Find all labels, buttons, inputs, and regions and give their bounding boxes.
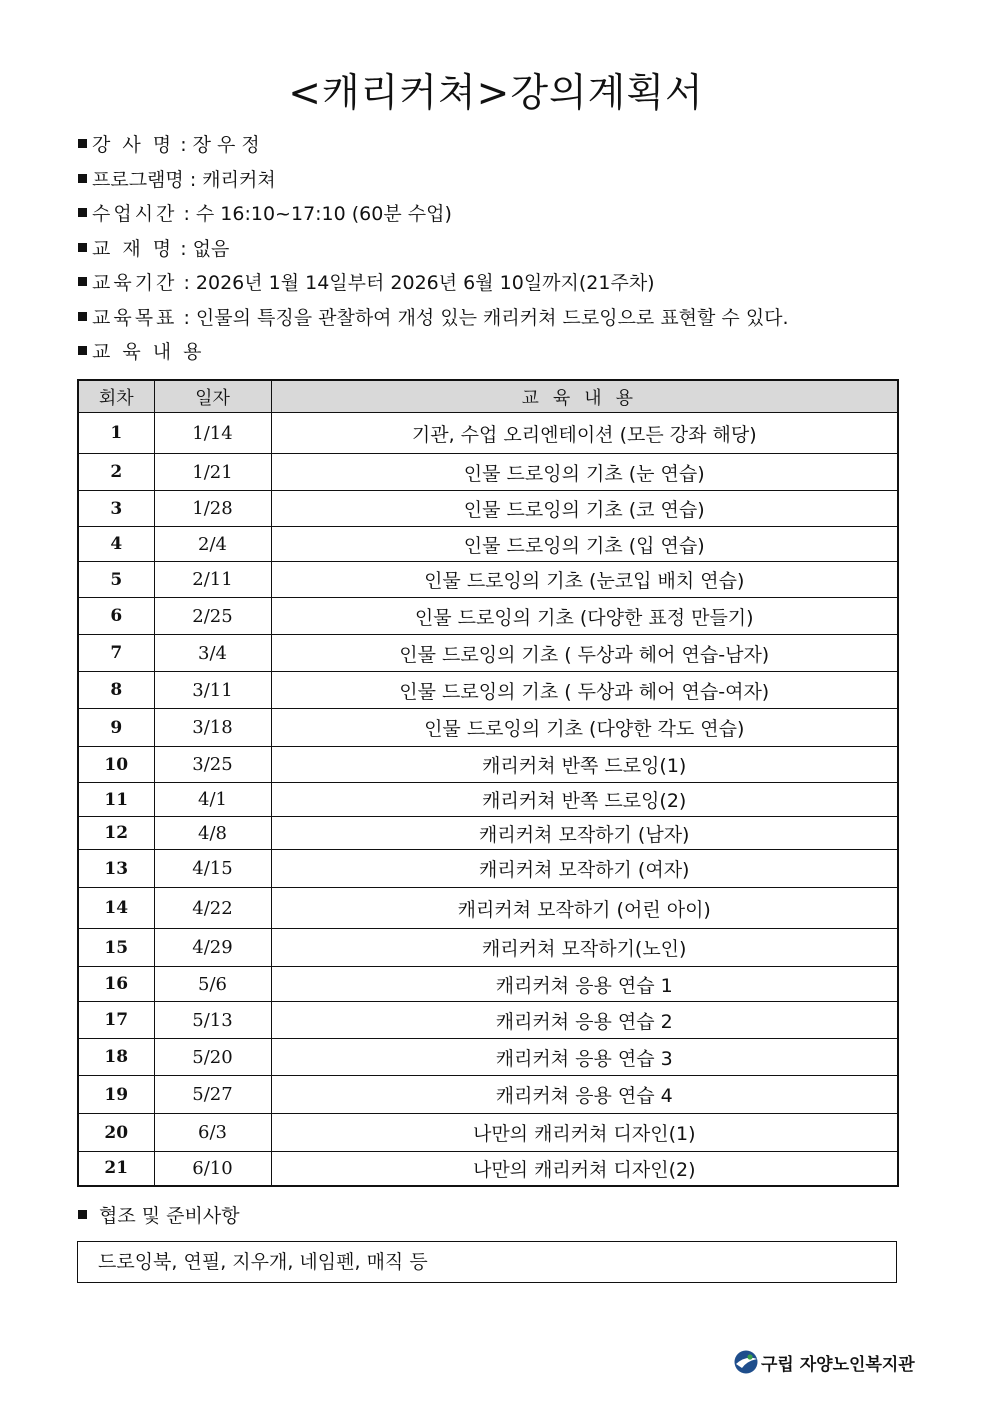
session-cell: 11 bbox=[78, 783, 154, 817]
info-label: 강 사 명 bbox=[92, 134, 175, 156]
info-sep: : bbox=[177, 306, 196, 329]
info-textbook bbox=[78, 232, 789, 267]
date-cell: 6/10 bbox=[154, 1152, 271, 1186]
table-row bbox=[78, 413, 898, 454]
table-row bbox=[78, 709, 898, 747]
table-row bbox=[78, 850, 898, 888]
date-cell: 6/3 bbox=[154, 1114, 271, 1152]
date-cell: 1/28 bbox=[154, 491, 271, 527]
content-cell: 캐리커쳐 반쪽 드로잉(1) bbox=[271, 747, 898, 783]
table-header-row bbox=[78, 380, 898, 413]
info-label: 교육목표 bbox=[92, 306, 178, 329]
info-sep: : bbox=[174, 237, 193, 260]
content-cell: 인물 드로잉의 기초 ( 두상과 헤어 연습-남자) bbox=[271, 635, 898, 672]
content-cell: 인물 드로잉의 기초 (코 연습) bbox=[271, 491, 898, 527]
date-cell: 4/1 bbox=[154, 783, 271, 817]
content-cell: 인물 드로잉의 기초 (눈 연습) bbox=[271, 454, 898, 491]
date-cell: 3/4 bbox=[154, 635, 271, 672]
date-cell: 5/6 bbox=[154, 967, 271, 1002]
table-row bbox=[78, 598, 898, 635]
info-label: 수업시간 bbox=[92, 203, 178, 225]
page-title: <캐리커쳐>강의계획서 bbox=[288, 71, 704, 116]
content-cell: 캐리커쳐 응용 연습 1 bbox=[271, 967, 898, 1002]
date-cell: 4/29 bbox=[154, 929, 271, 967]
date-cell: 3/25 bbox=[154, 747, 271, 783]
cooperation-label: 협조 및 준비사항 bbox=[99, 1205, 240, 1227]
schedule-table bbox=[77, 379, 899, 1187]
session-cell: 8 bbox=[78, 672, 154, 709]
info-value: 인물의 특징을 관찰하여 개성 있는 캐리커쳐 드로잉으로 표현할 수 있다. bbox=[195, 306, 789, 329]
session-cell: 2 bbox=[78, 454, 154, 491]
info-label: 프로그램명 bbox=[92, 168, 184, 191]
info-program bbox=[78, 163, 789, 198]
content-cell: 인물 드로잉의 기초 (다양한 표정 만들기) bbox=[271, 598, 898, 635]
welfare-center-logo-icon bbox=[733, 1349, 759, 1375]
table-row bbox=[78, 1152, 898, 1186]
date-cell: 5/13 bbox=[154, 1002, 271, 1039]
footer-branding bbox=[733, 1349, 915, 1375]
table-row bbox=[78, 635, 898, 672]
info-label: 교육기간 bbox=[92, 272, 178, 294]
date-cell: 4/8 bbox=[154, 817, 271, 850]
organization-name: 구립 자양노인복지관 bbox=[761, 1354, 915, 1375]
table-row bbox=[78, 454, 898, 491]
square-bullet-icon bbox=[78, 243, 87, 252]
content-cell: 인물 드로잉의 기초 (입 연습) bbox=[271, 527, 898, 562]
table-row bbox=[78, 783, 898, 817]
info-label: 교 육 내 용 bbox=[92, 341, 205, 363]
content-cell: 캐리커쳐 응용 연습 3 bbox=[271, 1039, 898, 1076]
info-value: 수 16:10~17:10 (60분 수업) bbox=[195, 203, 452, 225]
session-cell: 3 bbox=[78, 491, 154, 527]
content-cell: 캐리커쳐 반쪽 드로잉(2) bbox=[271, 783, 898, 817]
cooperation-heading bbox=[78, 1202, 240, 1230]
date-cell: 4/22 bbox=[154, 888, 271, 929]
session-cell: 9 bbox=[78, 709, 154, 747]
info-value: 없음 bbox=[192, 237, 230, 260]
cooperation-content: 드로잉북, 연필, 지우개, 네임펜, 매직 등 bbox=[98, 1251, 428, 1273]
square-bullet-icon bbox=[78, 346, 87, 355]
square-bullet-icon bbox=[78, 174, 87, 183]
content-cell: 인물 드로잉의 기초 (눈코입 배치 연습) bbox=[271, 562, 898, 598]
content-cell: 캐리커쳐 모작하기(노인) bbox=[271, 929, 898, 967]
date-cell: 5/27 bbox=[154, 1076, 271, 1114]
session-cell: 5 bbox=[78, 562, 154, 598]
content-cell: 나만의 캐리커쳐 디자인(1) bbox=[271, 1114, 898, 1152]
content-cell: 캐리커쳐 응용 연습 2 bbox=[271, 1002, 898, 1039]
content-cell: 캐리커쳐 모작하기 (여자) bbox=[271, 850, 898, 888]
session-cell: 7 bbox=[78, 635, 154, 672]
session-cell: 19 bbox=[78, 1076, 154, 1114]
header-session: 회차 bbox=[78, 380, 154, 413]
session-cell: 18 bbox=[78, 1039, 154, 1076]
table-row bbox=[78, 817, 898, 850]
date-cell: 5/20 bbox=[154, 1039, 271, 1076]
info-value: 장 우 정 bbox=[192, 134, 260, 156]
session-cell: 15 bbox=[78, 929, 154, 967]
content-cell: 인물 드로잉의 기초 ( 두상과 헤어 연습-여자) bbox=[271, 672, 898, 709]
date-cell: 4/15 bbox=[154, 850, 271, 888]
info-goal bbox=[78, 301, 789, 336]
session-cell: 4 bbox=[78, 527, 154, 562]
table-row bbox=[78, 929, 898, 967]
info-class-time bbox=[78, 197, 789, 232]
cooperation-box bbox=[77, 1241, 897, 1283]
session-cell: 20 bbox=[78, 1114, 154, 1152]
info-value: 캐리커쳐 bbox=[202, 168, 276, 191]
table-row bbox=[78, 672, 898, 709]
content-cell: 캐리커쳐 모작하기 (어린 아이) bbox=[271, 888, 898, 929]
square-bullet-icon bbox=[78, 277, 87, 286]
info-instructor bbox=[78, 128, 789, 163]
info-sep: : bbox=[183, 168, 203, 191]
session-cell: 12 bbox=[78, 817, 154, 850]
date-cell: 3/18 bbox=[154, 709, 271, 747]
header-content: 교육내용 bbox=[271, 380, 898, 413]
info-section bbox=[78, 128, 789, 370]
session-cell: 17 bbox=[78, 1002, 154, 1039]
table-row bbox=[78, 527, 898, 562]
square-bullet-icon bbox=[78, 139, 87, 148]
content-cell: 인물 드로잉의 기초 (다양한 각도 연습) bbox=[271, 709, 898, 747]
table-row bbox=[78, 888, 898, 929]
table-row bbox=[78, 562, 898, 598]
info-sep: : bbox=[177, 272, 196, 294]
date-cell: 2/4 bbox=[154, 527, 271, 562]
table-row bbox=[78, 747, 898, 783]
table-row bbox=[78, 491, 898, 527]
session-cell: 1 bbox=[78, 413, 154, 454]
session-cell: 14 bbox=[78, 888, 154, 929]
info-sep: : bbox=[177, 203, 196, 225]
session-cell: 13 bbox=[78, 850, 154, 888]
table-row bbox=[78, 1002, 898, 1039]
header-date: 일자 bbox=[154, 380, 271, 413]
square-bullet-icon bbox=[78, 1210, 87, 1219]
content-cell: 캐리커쳐 응용 연습 4 bbox=[271, 1076, 898, 1114]
date-cell: 1/14 bbox=[154, 413, 271, 454]
session-cell: 10 bbox=[78, 747, 154, 783]
content-cell: 기관, 수업 오리엔테이션 (모든 강좌 해당) bbox=[271, 413, 898, 454]
table-row bbox=[78, 1039, 898, 1076]
info-period bbox=[78, 266, 789, 301]
date-cell: 1/21 bbox=[154, 454, 271, 491]
table-row bbox=[78, 1114, 898, 1152]
date-cell: 2/11 bbox=[154, 562, 271, 598]
square-bullet-icon bbox=[78, 208, 87, 217]
date-cell: 2/25 bbox=[154, 598, 271, 635]
date-cell: 3/11 bbox=[154, 672, 271, 709]
table-row bbox=[78, 1076, 898, 1114]
info-label: 교 재 명 bbox=[92, 237, 175, 260]
table-row bbox=[78, 967, 898, 1002]
info-content-heading bbox=[78, 335, 789, 370]
session-cell: 16 bbox=[78, 967, 154, 1002]
content-cell: 나만의 캐리커쳐 디자인(2) bbox=[271, 1152, 898, 1186]
info-value: 2026년 1월 14일부터 2026년 6월 10일까지(21주차) bbox=[195, 272, 655, 294]
square-bullet-icon bbox=[78, 312, 87, 321]
content-cell: 캐리커쳐 모작하기 (남자) bbox=[271, 817, 898, 850]
session-cell: 6 bbox=[78, 598, 154, 635]
info-sep: : bbox=[174, 134, 193, 156]
session-cell: 21 bbox=[78, 1152, 154, 1186]
